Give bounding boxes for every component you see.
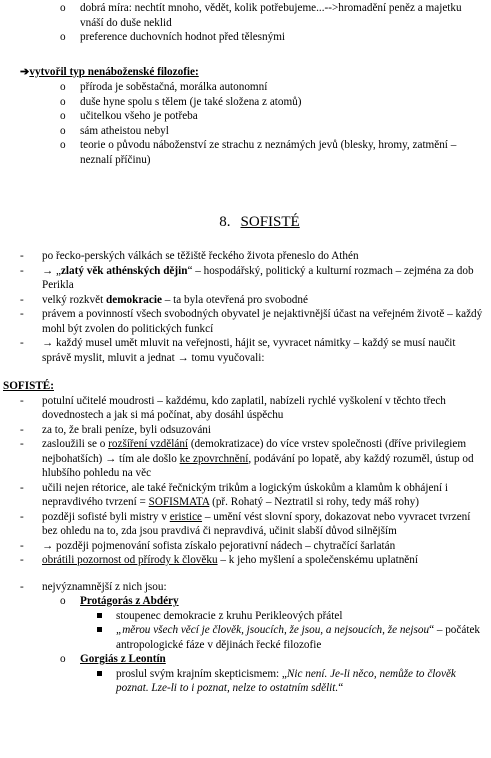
circle-bullet-icon: o bbox=[60, 653, 66, 665]
list-item: - za to, že brali peníze, byli odsuzováni bbox=[20, 423, 211, 436]
philosophy-heading: ➔vytvořil typ nenáboženské filozofie: bbox=[20, 65, 199, 78]
list-item: - potulní učitelé moudrosti – každému, kdo zaplatil, nabízeli rychlé vyškolení v těchto třech dovednostech a jak si má počínat, aby dosáhl úspěchu bbox=[20, 394, 446, 421]
list-item: o dobrá míra: nechtít mnoho, vědět, kolik potřebujeme...-->hromadění peněz a majetku vnáší do duše neklid bbox=[60, 2, 462, 29]
list-item: - zasloužili se o rozšíření vzdělání (demokratizace) do více vrstev společnosti (dříve privilegiem nejbohatších) → tím ale došlo ke zpovrchnění, podávání po lopatě, aby každý rozuměl, ústup od hlubšího pohledu na věc bbox=[20, 438, 474, 479]
spacer bbox=[0, 568, 491, 580]
square-bullet-icon bbox=[97, 627, 102, 632]
square-bullet-icon bbox=[97, 613, 102, 618]
circle-bullet-icon: o bbox=[60, 95, 66, 108]
list-item: o teorie o původu náboženství ze strachu z neznámých jevů (blesky, hromy, zatmění – neznalí příčinu) bbox=[60, 139, 457, 166]
list-item: - učili nejen rétorice, ale také řečnickým trikům a logickým úskokům a klamům k obhájení i nepravdivého tvrzení = SOFISMATA (př. Rohatý – Neztratil si rohy, tedy máš rohy) bbox=[20, 481, 449, 508]
dash-bullet: - bbox=[20, 481, 24, 494]
intro-list bbox=[0, 249, 491, 365]
list-item: stoupenec demokracie z kruhu Perikleových přátel bbox=[0, 609, 491, 624]
list-item: proslul svým krajním skepticismem: „Nic není. Je-li něco, nemůže to člověk poznat. Lze-li to i poznat, nelze to ostatním sdělit.“ bbox=[0, 667, 491, 696]
list-item: - právem a povinností všech svobodných obyvatel je nejaktivnější účast na veřejném životě – každý mohl být zvolen do politických funkcí bbox=[20, 308, 483, 335]
circle-bullet-icon: o bbox=[60, 124, 66, 137]
circle-bullet-icon: o bbox=[60, 2, 66, 14]
list-item: o duše hyne spolu s tělem (je také složena z atomů) bbox=[60, 95, 302, 108]
circle-bullet-icon: o bbox=[60, 595, 66, 607]
list-item: o preference duchovních hodnot před tělesnými bbox=[60, 31, 286, 43]
list-item: o příroda je soběstačná, morálka autonomní bbox=[60, 81, 268, 93]
dash-bullet: - bbox=[20, 308, 24, 320]
protagoras-heading: o Protágorás z Abdéry bbox=[60, 595, 179, 607]
list-item: - velký rozkvět demokracie – ta byla otevřená pro svobodné bbox=[20, 293, 308, 306]
dash-bullet: - bbox=[20, 510, 24, 523]
list-item: „měrou všech věcí je člověk, jsoucích, že jsou, a nejsoucích, že nejsou“ – počátek antropologické fáze v dějinách řecké filozofie bbox=[0, 623, 491, 652]
notable-list bbox=[0, 580, 491, 595]
dash-bullet: - bbox=[20, 293, 24, 306]
list-item: - později sofisté byli mistry v eristice – umění vést slovní spory, dokazovat nebo vyvracet tvrzení bez ohledu na to, zda jsou pravdivá či nepravdivá, učinit slabší důvod silnějším bbox=[20, 510, 471, 537]
list-item: - nejvýznamnější z nich jsou: bbox=[20, 580, 167, 593]
list-item: o učitelkou všeho je potřeba bbox=[60, 110, 198, 122]
dash-bullet: - bbox=[20, 438, 24, 450]
dash-bullet: - bbox=[20, 264, 24, 277]
list-item: - → „zlatý věk athénských dějin“ – hospodářský, politický a kulturní rozmach – zejména za dob Perikla bbox=[20, 264, 474, 291]
dash-bullet: - bbox=[20, 580, 24, 593]
circle-list bbox=[0, 1, 491, 45]
sofiste-list bbox=[0, 394, 491, 568]
arrow-right-icon: ➔ bbox=[20, 65, 30, 78]
dash-bullet: - bbox=[20, 250, 24, 262]
list-item: - obrátili pozornost od přírody k člověku – k jeho myšlení a společenskému uplatnění bbox=[20, 554, 418, 566]
list-item: - → každý musel umět mluvit na veřejnosti, hájit se, vyvracet námitky – každý se musí naučit správě myslit, mluvit a jednat → tomu vyučovali: bbox=[20, 337, 456, 364]
list-item: - po řecko-perských válkách se těžiště řeckého života přeneslo do Athén bbox=[20, 250, 359, 262]
dash-bullet: - bbox=[20, 539, 24, 552]
gorgias-heading: o Gorgiás z Leontín bbox=[60, 653, 166, 665]
circle-bullet-icon: o bbox=[60, 110, 66, 122]
circle-bullet-icon: o bbox=[60, 31, 66, 43]
dash-bullet: - bbox=[20, 394, 24, 407]
sofiste-label: SOFISTÉ: bbox=[3, 380, 54, 392]
list-item: o sám atheistou nebyl bbox=[60, 124, 169, 137]
dash-bullet: - bbox=[20, 554, 24, 566]
dash-bullet: - bbox=[20, 337, 24, 349]
circle-bullet-icon: o bbox=[60, 81, 66, 93]
circle-list bbox=[0, 80, 491, 167]
dash-bullet: - bbox=[20, 423, 24, 436]
section-title: 8. SOFISTÉ bbox=[219, 214, 300, 230]
square-bullet-icon bbox=[97, 671, 102, 676]
list-item: - → později pojmenování sofista získalo pejorativní nádech – chytračící šarlatán bbox=[20, 539, 396, 552]
circle-bullet-icon: o bbox=[60, 139, 66, 151]
